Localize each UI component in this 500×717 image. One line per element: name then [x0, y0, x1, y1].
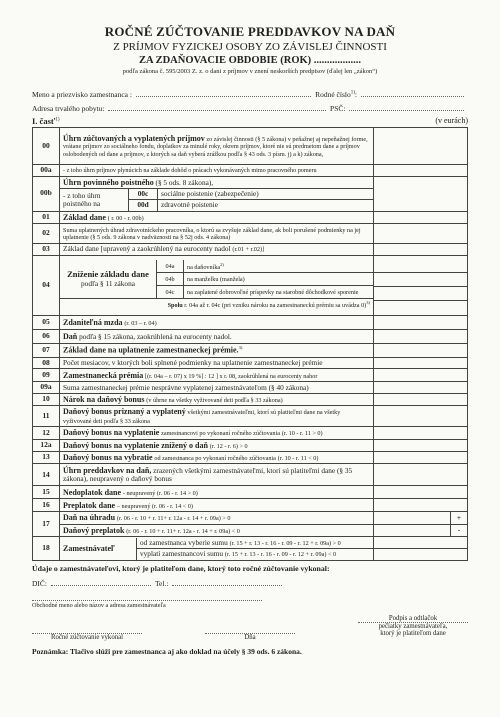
dic-label: DIČ:: [32, 579, 47, 589]
processed-by-field[interactable]: [32, 623, 142, 634]
tel-label: Tel.:: [155, 579, 169, 589]
tel-field[interactable]: [172, 585, 282, 586]
settlement-table: [32, 127, 468, 561]
psc-field[interactable]: [349, 110, 464, 111]
row-01: 01 Základ dane ( r. 00 - r. 00b): [33, 211, 468, 223]
row-13: 13 Daňový bonus na vybratie od zamestnanca po vykonaní ročného zúčtovania (r. 10 - r. 11 < 0): [33, 452, 468, 464]
row-18: 18 Zamestnávateľ od zamestnanca vyberie sumu (r. 15 + r. 13 - r. 16 - r. 09 - r. 12 + r. 09a) > 0 vyplatí zamestnancovi sumu (r. 15 + r. 13 - r. 16 - r. 09 - r. 12 + r. 09a) < 0: [33, 537, 468, 561]
row-10: 10 Nárok na daňový bonus (v úhrne na všetky vyživované deti podľa § 33 zákona): [33, 394, 468, 406]
value-15[interactable]: [374, 486, 468, 499]
form-subtitle: Z PRÍJMOV FYZICKEJ OSOBY ZO ZÁVISLEJ ČINNOSTI: [113, 41, 387, 53]
row-04: 04 Zníženie základu dane podľa § 11 zákona 04a na daňovníka$^{2)}$ 04b na manželku (manžela) 04c na zaplatené dobrovoľné príspevky na starobné dôchodkové sporenie Spolu r. 04a až r. 04c (pri vzniku nároku na zamestnaneckú prémiu sa uvádza 0)$^{3)}$: [33, 255, 468, 315]
row-00: 00 Úhrn zúčtovaných a vyplatených príjmov zo závislej činnosti (§ 5 zákona) v peňažnej aj nepeňažnej forme, vrátane príjmov zo sociálneho fondu, doplatkov za minulé roky, okrem príjmov, ktoré nie sú predmetom dane a príjmov oslobodených od dane a príjmov, z ktorých sa daň vyberá zrážkou podľa § 43 ods. 3 písm. j) a k) zákona,: [33, 128, 468, 165]
row-00a: 00a - z toho úhrn príjmov plynúcich na základe dohôd o prácach vykonávaných mimo pracovného pomeru: [33, 165, 468, 177]
row-12: 12 Daňový bonus na vyplatenie zamestnancovi po vykonaní ročného zúčtovania (r. 10 - r. 11 > 0): [33, 427, 468, 439]
value-08[interactable]: [374, 357, 468, 369]
row-06: 06 Daň podľa § 15 zákona, zaokrúhlená na eurocenty nadol.: [33, 329, 468, 343]
form-title: ROČNÉ ZÚČTOVANIE PREDDAVKOV NA DAŇ: [104, 24, 396, 39]
part-header: I. časť$^{1)}$ (v eurách): [32, 116, 468, 126]
stamp-label-1: Podpis a odtlačok: [388, 615, 438, 623]
date-field[interactable]: [205, 623, 295, 634]
row-17a: 17 Daň na úhradu (r. 06 - r. 10 + r. 11+ r. 12a - r. 14 + r. 09a) > 0 +: [33, 512, 468, 524]
currency-unit: (v eurách): [435, 116, 468, 125]
row-02: 02 Suma uplatnených úhrad zdravotníckeho pracovníka, o ktorú sa zvyšuje základ dane, ak boli porušené podmienky na jej uplatnenie (§ 5 ods. 9 zákona v nadväznosti na § 52j ods. 4 zákona): [33, 224, 468, 244]
psc-label: PSČ:: [330, 104, 346, 113]
value-09[interactable]: [374, 369, 468, 382]
value-09a[interactable]: [374, 382, 468, 394]
plus-sign: +: [451, 512, 468, 524]
name-field[interactable]: [136, 96, 311, 97]
row-09: 09 Zamestnanecká prémia [(r. 04a – r. 07) x 19 %] : 12 ] x r. 08, zaokrúhlená na eurocenty nahor: [33, 369, 468, 382]
stamp-label-3: ktorý je platiteľom dane: [380, 630, 446, 638]
address-label: Adresa trvalého pobytu:: [32, 104, 105, 113]
employer-section: [32, 564, 468, 656]
value-12a[interactable]: [374, 439, 468, 451]
birth-number-field[interactable]: [361, 96, 464, 97]
company-label: Obchodné meno alebo názov a adresa zamestnávateľa: [32, 602, 166, 610]
employer-title: Údaje o zamestnávateľovi, ktorý je platiteľom dane, ktorý toto ročné zúčtovanie vykonal:: [32, 564, 330, 574]
row-11: 11 Daňový bonus priznaný a vyplatený všetkými zamestnávateľmi, ktorí sú platiteľmi dane na všetky vyživované deti podľa § 33 zákona: [33, 406, 468, 427]
value-02[interactable]: [374, 224, 468, 244]
value-10[interactable]: [374, 394, 468, 406]
value-17a[interactable]: [374, 512, 451, 524]
processed-by-label: Ročné zúčtovanie vykonal: [50, 634, 124, 642]
address-field[interactable]: [108, 110, 326, 111]
value-18[interactable]: [374, 537, 468, 561]
birth-number-label: Rodné číslo$^{1)}$:: [315, 90, 357, 99]
stamp-label-2: pečiatky zamestnávateľa,: [358, 622, 468, 630]
value-11[interactable]: [374, 406, 468, 427]
value-12[interactable]: [374, 427, 468, 439]
row-12a: 12a Daňový bonus na vyplatenie znížený o daň (r. 12 - r. 6) > 0: [33, 439, 468, 451]
value-14[interactable]: [374, 464, 468, 486]
name-label: Meno a priezvisko zamestnanca :: [32, 90, 132, 99]
value-01[interactable]: [374, 211, 468, 223]
value-06[interactable]: [374, 329, 468, 343]
value-17b[interactable]: [374, 524, 451, 536]
value-05[interactable]: [374, 315, 468, 329]
row-09a: 09a Suma zamestnaneckej prémie nesprávne vyplatenej zamestnávateľom (§ 40 zákona): [33, 382, 468, 394]
row-14: 14 Úhrn preddavkov na daň, zrazených všetkými zamestnávateľmi, ktorí sú platiteľmi dane (§ 35 zákona), neupravený o daňový bonus: [33, 464, 468, 486]
signature-row: [32, 615, 468, 642]
row-08: 08 Počet mesiacov, v ktorých boli splnené podmienky na uplatnenie zamestnaneckej prémie: [33, 357, 468, 369]
law-reference: podľa zákona č. 595/2003 Z. z. o dani z príjmov v znení neskorších predpisov (ďalej len „zákon“): [122, 68, 378, 75]
row-00b: 00b Úhrn povinného poistného (§ 5 ods. 8 zákona), - z toho úhrn poistného na 00c sociálne poistenie (zabezpečenie) 00d zdravotné poistenie: [33, 176, 468, 211]
row-07: 07 Základ dane na uplatnenie zamestnaneckej prémie.$^{3)}$: [33, 343, 468, 357]
minus-sign: -: [451, 524, 468, 536]
row-17b: Daňový preplatok (r. 06 - r. 10 + r. 11+ r. 12a - r. 14 + r. 09a) < 0 -: [33, 524, 468, 536]
form-note: Poznámka: Tlačivo slúži pre zamestnanca aj ako doklad na účely § 39 ods. 6 zákona.: [32, 647, 302, 657]
value-00a[interactable]: [374, 165, 468, 177]
value-03[interactable]: [374, 244, 468, 256]
company-field[interactable]: [32, 588, 262, 601]
value-00b[interactable]: [374, 176, 468, 211]
value-00[interactable]: [374, 128, 468, 165]
value-13[interactable]: [374, 452, 468, 464]
value-04[interactable]: [374, 255, 468, 315]
employee-fields: [32, 85, 468, 113]
row-15: 15 Nedoplatok dane - neupravený (r. 06 - r. 14 > 0): [33, 486, 468, 499]
row-05: 05 Zdaniteľná mzda (r. 03 – r. 04): [33, 315, 468, 329]
row-16: 16 Preplatok dane – neupravený (r. 06 - r. 14 < 0): [33, 499, 468, 512]
tax-period: ZA ZDAŇOVACIE OBDOBIE (ROK) ..................: [138, 55, 362, 66]
value-07[interactable]: [374, 343, 468, 357]
part-label: I. časť: [32, 116, 56, 126]
value-16[interactable]: [374, 499, 468, 512]
dic-field[interactable]: [51, 585, 151, 586]
date-label: Dňa: [244, 634, 256, 642]
row-03: 03 Základ dane [upravený a zaokrúhlený na eurocenty nadol (r.01 + r.02)]: [33, 244, 468, 256]
